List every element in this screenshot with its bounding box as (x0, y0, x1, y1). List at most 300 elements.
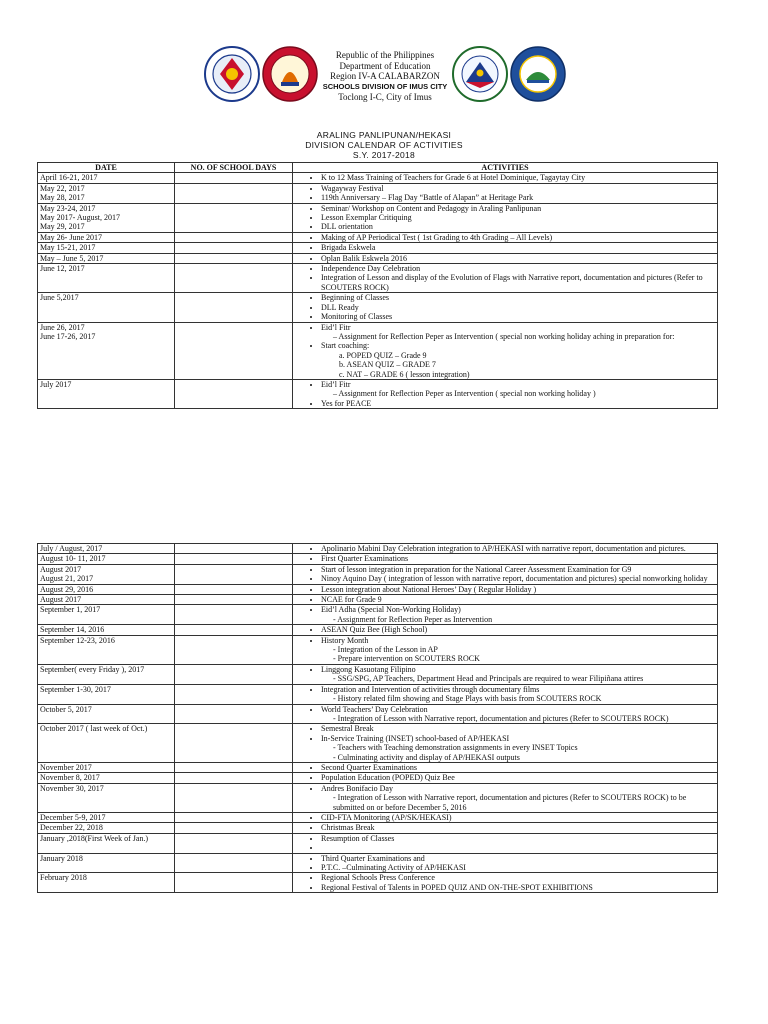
date-text: August 10- 11, 2017 (40, 554, 106, 564)
activity-item (321, 204, 715, 213)
activity-text: ASEAN Quiz Bee (High School) (321, 625, 428, 635)
school-days-cell (175, 253, 293, 263)
activity-text: Third Quarter Examinations and (321, 853, 425, 863)
date-text: August 29, 2016 (40, 584, 94, 594)
table-row (38, 625, 718, 635)
table-row (38, 605, 718, 625)
school-days-cell (175, 564, 293, 584)
table-row (38, 762, 718, 772)
activity-text: Resumption of Classes (321, 833, 395, 843)
activities-cell (293, 833, 718, 853)
activity-text: History Month (321, 635, 369, 645)
school-days-cell (175, 783, 293, 812)
activity-subitem: - History related film showing and Stage Plays with basis from SCOUTERS ROCK (333, 694, 602, 704)
activities-cell (293, 724, 718, 763)
date-text: February 2018 (40, 873, 87, 883)
date-text: September 1-30, 2017 (40, 684, 111, 694)
date-text: October 2017 ( last week of Oct.) (40, 724, 148, 734)
activities-cell (293, 264, 718, 293)
table-row (38, 293, 718, 322)
activities-cell (293, 823, 718, 833)
activity-list (295, 854, 715, 873)
activity-list (295, 834, 715, 853)
activities-cell (293, 762, 718, 772)
table-row (38, 544, 718, 554)
school-days-cell (175, 724, 293, 763)
activities-cell (293, 322, 718, 379)
activity-list (295, 773, 715, 782)
activity-text: P.T.C. –Culminating Activity of AP/HEKASI (321, 863, 466, 872)
activity-text: World Teachers’ Day Celebration (321, 704, 428, 714)
table-row (38, 724, 718, 763)
activity-list (295, 823, 715, 832)
date-cell (38, 762, 175, 772)
activity-list (295, 705, 715, 724)
activity-list (295, 724, 715, 762)
date-text: May – June 5, 2017 (40, 253, 104, 263)
activity-item (321, 784, 715, 812)
date-cell (38, 564, 175, 584)
activity-text: Semestral Break (321, 724, 374, 734)
date-cell (38, 595, 175, 605)
date-cell (38, 664, 175, 684)
table-row (38, 823, 718, 833)
activity-subitem: c. NAT – GRADE 6 ( lesson integration) (339, 369, 470, 379)
activity-subitem: - Integration of the Lesson in AP (333, 645, 438, 655)
school-days-cell (175, 762, 293, 772)
activity-list (295, 665, 715, 684)
date-cell (38, 554, 175, 564)
activity-item (321, 312, 715, 321)
activity-text: Start of lesson integration in preparation for the National Career Assessment Examination for G9 (321, 564, 632, 574)
activity-item (321, 273, 715, 292)
letterhead (0, 46, 768, 106)
school-days-cell (175, 625, 293, 635)
date-text: November 30, 2017 (40, 783, 104, 793)
date-text: December 22, 2018 (40, 823, 103, 833)
org-block (300, 50, 470, 103)
date-text: June 5,2017 (40, 293, 79, 303)
date-text: September 12-23, 2016 (40, 635, 115, 645)
date-text: January ,2018(First Week of Jan.) (40, 833, 149, 843)
school-days-cell (175, 293, 293, 322)
date-cell (38, 823, 175, 833)
school-days-cell (175, 812, 293, 822)
date-text: September 14, 2016 (40, 625, 105, 635)
activity-subitem: – Assignment for Reflection Peper as Intervention ( special non working holiday ) (333, 389, 596, 399)
activity-item (321, 595, 715, 604)
school-days-cell (175, 664, 293, 684)
date-cell (38, 243, 175, 253)
activity-subitem: - Integration of Lesson with Narrative report, documentation and pictures (Refer to SCOUTERS ROCK) to be submitted on or before December 5, 2016 (333, 793, 687, 812)
school-days-cell (175, 704, 293, 724)
activity-list (295, 254, 715, 263)
date-text: August 2017 (40, 564, 82, 574)
date-text: November 2017 (40, 762, 92, 772)
activity-list (295, 685, 715, 704)
activity-text: Yes for PEACE (321, 398, 372, 408)
date-cell (38, 724, 175, 763)
school-days-cell (175, 379, 293, 408)
activity-item (321, 184, 715, 193)
date-text: June 17-26, 2017 (40, 331, 96, 341)
activities-cell (293, 625, 718, 635)
activity-text: Eid’l Fitr (321, 322, 351, 332)
school-days-cell (175, 833, 293, 853)
school-days-cell (175, 554, 293, 564)
date-text: April 16-21, 2017 (40, 173, 98, 183)
activity-item (321, 585, 715, 594)
activity-subitem: - Integration of Lesson with Narrative report, documentation and pictures (Refer to SCOUTERS ROCK) (333, 713, 669, 723)
date-cell (38, 203, 175, 232)
activity-item (321, 380, 715, 399)
table-row (38, 684, 718, 704)
activity-list (295, 173, 715, 182)
school-days-cell (175, 635, 293, 664)
table-row (38, 232, 718, 242)
activity-text: Monitoring of Classes (321, 312, 393, 322)
table-row (38, 704, 718, 724)
activity-text: Christmas Break (321, 823, 375, 833)
date-cell (38, 379, 175, 408)
activity-list (295, 264, 715, 292)
activity-list (295, 565, 715, 584)
date-cell (38, 584, 175, 594)
date-cell (38, 833, 175, 853)
activities-cell (293, 684, 718, 704)
org-line-1: Republic of the Philippines (335, 50, 435, 60)
calendar-table-part-1 (37, 162, 718, 409)
activities-cell (293, 873, 718, 893)
table-row (38, 183, 718, 203)
school-days-cell (175, 595, 293, 605)
activities-cell (293, 595, 718, 605)
city-seal (510, 46, 566, 102)
date-text: November 8, 2017 (40, 773, 100, 783)
activity-text: Apolinario Mabini Day Celebration integration to AP/HEKASI with narrative report, documentation and pictures. (321, 544, 686, 553)
activity-text: Wagayway Festival (321, 183, 384, 193)
activity-text: DLL orientation (321, 222, 373, 232)
date-text: December 5-9, 2017 (40, 812, 106, 822)
activity-item (321, 685, 715, 704)
activity-item (321, 873, 715, 882)
activities-cell (293, 773, 718, 783)
activities-cell (293, 704, 718, 724)
activity-text: Brigada Eskwela (321, 243, 376, 253)
activities-cell (293, 544, 718, 554)
activity-subitem: - Prepare intervention on SCOUTERS ROCK (333, 654, 480, 664)
activity-text: Population Education (POPED) Quiz Bee (321, 773, 455, 783)
calendar-table-part-2 (37, 543, 718, 893)
activity-list (295, 323, 715, 379)
activities-cell (293, 203, 718, 232)
date-cell (38, 253, 175, 263)
activity-item (321, 233, 715, 242)
table-row (38, 595, 718, 605)
activity-list (295, 243, 715, 252)
table-row (38, 873, 718, 893)
date-cell (38, 704, 175, 724)
table-row (38, 564, 718, 584)
activity-item (321, 625, 715, 634)
table-row (38, 584, 718, 594)
activity-text: Making of AP Periodical Test ( 1st Grading to 4th Grading – All Levels) (321, 232, 553, 242)
org-line-3: Region IV-A CALABARZON (330, 71, 440, 81)
school-days-cell (175, 243, 293, 253)
school-days-cell (175, 264, 293, 293)
school-days-cell (175, 173, 293, 183)
activities-cell (293, 232, 718, 242)
activity-item (321, 565, 715, 574)
title-line-3: S.Y. 2017-2018 (352, 150, 416, 160)
document-title (0, 130, 768, 160)
table-row (38, 773, 718, 783)
activity-text: Seminar/ Workshop on Content and Pedagogy in Araling Panlipunan (321, 203, 542, 213)
org-line-2: Department of Education (339, 60, 431, 71)
activities-cell (293, 853, 718, 873)
activity-item (321, 243, 715, 252)
activity-text: Eid’l Fitr (321, 379, 351, 389)
date-cell (38, 684, 175, 704)
activity-item (321, 574, 715, 583)
activity-list (295, 784, 715, 812)
table-row (38, 635, 718, 664)
activity-item (321, 264, 715, 273)
activities-cell (293, 243, 718, 253)
activity-list (295, 293, 715, 321)
table-row (38, 322, 718, 379)
activity-item (321, 863, 715, 872)
activity-item (321, 341, 715, 379)
activity-item (321, 605, 715, 624)
date-text: May 22, 2017 (40, 183, 85, 193)
activity-list (295, 625, 715, 634)
activities-cell (293, 173, 718, 183)
table-row (38, 243, 718, 253)
activities-cell (293, 183, 718, 203)
activity-subitem: b. ASEAN QUIZ – GRADE 7 (339, 360, 436, 370)
activity-text: Linggong Kasuotang Filipino (321, 664, 416, 674)
date-text: May 23-24, 2017 (40, 203, 96, 213)
activity-text: Oplan Balik Eskwela 2016 (321, 253, 407, 263)
date-text: May 15-21, 2017 (40, 243, 96, 253)
activity-text: NCAE for Grade 9 (321, 595, 382, 605)
activities-cell (293, 293, 718, 322)
activity-subitem: a. POPED QUIZ – Grade 9 (339, 350, 427, 360)
org-line-5: Toclong I-C, City of Imus (338, 92, 432, 102)
activity-item (321, 399, 715, 408)
activity-list (295, 605, 715, 624)
school-days-cell (175, 322, 293, 379)
activity-text: K to 12 Mass Training of Teachers for Grade 6 at Hotel Dominique, Tagaytay City (321, 173, 586, 183)
activity-text: First Quarter Examinations (321, 554, 409, 564)
col-header-days: NO. OF SCHOOL DAYS (175, 163, 293, 173)
title-line-2: DIVISION CALENDAR OF ACTIVITIES (305, 140, 463, 150)
activity-list (295, 204, 715, 232)
activity-text: Eid’l Adha (Special Non-Working Holiday) (321, 605, 461, 615)
activity-text: Beginning of Classes (321, 293, 389, 303)
date-cell (38, 232, 175, 242)
activity-subitem: – Assignment for Reflection Peper as Intervention ( special non working holiday aching in preparation for: (333, 331, 675, 341)
activity-text: Andres Bonifacio Day (321, 783, 393, 793)
activity-text: Regional Festival of Talents in POPED QUIZ AND ON-THE-SPOT EXHIBITIONS (321, 882, 593, 892)
date-text: January 2018 (40, 853, 83, 863)
activities-cell (293, 635, 718, 664)
table-row (38, 173, 718, 183)
activities-cell (293, 253, 718, 263)
date-text: October 5, 2017 (40, 704, 92, 714)
activity-subitem: - Culminating activity and display of AP/HEKASI outputs (333, 752, 520, 762)
date-text: May 29, 2017 (40, 222, 85, 232)
date-cell (38, 625, 175, 635)
table-row (38, 203, 718, 232)
activity-list (295, 873, 715, 892)
date-text: August 21, 2017 (40, 574, 94, 584)
school-days-cell (175, 684, 293, 704)
activity-item (321, 854, 715, 863)
school-days-cell (175, 232, 293, 242)
activity-text: Start coaching: (321, 341, 370, 351)
activities-cell (293, 379, 718, 408)
date-text: August 2017 (40, 595, 82, 605)
activity-list (295, 380, 715, 408)
activities-cell (293, 584, 718, 594)
activity-item (321, 763, 715, 772)
activity-item (321, 734, 715, 762)
activity-item (321, 773, 715, 782)
activities-cell (293, 664, 718, 684)
activity-text: Integration and Intervention of activities through documentary films (321, 684, 540, 694)
date-text: May 2017- August, 2017 (40, 213, 120, 223)
activity-item (321, 705, 715, 724)
activity-text: Lesson Exemplar Critiquing (321, 213, 412, 223)
school-days-cell (175, 823, 293, 833)
date-cell (38, 544, 175, 554)
activity-item (321, 303, 715, 312)
activity-item (321, 665, 715, 684)
activity-list (295, 585, 715, 594)
table-header-row (38, 163, 718, 173)
title-line-1: ARALING PANLIPUNAN/HEKASI (316, 130, 452, 140)
activity-text: In-Service Training (INSET) school-based of AP/HEKASI (321, 733, 510, 743)
activities-cell (293, 564, 718, 584)
date-text: June 12, 2017 (40, 264, 85, 274)
deped-seal (204, 46, 260, 102)
activity-list (295, 636, 715, 664)
activities-cell (293, 812, 718, 822)
date-text: June 26, 2017 (40, 322, 85, 332)
date-text: May 26- June 2017 (40, 232, 102, 242)
table-row (38, 812, 718, 822)
activity-item (321, 293, 715, 302)
date-cell (38, 783, 175, 812)
date-text: July / August, 2017 (40, 544, 103, 553)
school-days-cell (175, 183, 293, 203)
activities-cell (293, 605, 718, 625)
activity-list (295, 233, 715, 242)
activity-list (295, 544, 715, 553)
activity-item (321, 813, 715, 822)
activity-text: Integration of Lesson and display of the Evolution of Flags with Narrative report, documentation and pictures (Refer to SCOUTERS ROCK) (321, 273, 703, 292)
school-days-cell (175, 203, 293, 232)
activity-text: DLL Ready (321, 302, 359, 312)
activity-text: Lesson integration about National Heroes’ Day ( Regular Holiday ) (321, 584, 537, 594)
activity-list (295, 184, 715, 203)
table-row (38, 664, 718, 684)
activity-text: Second Quarter Examinations (321, 762, 417, 772)
date-cell (38, 264, 175, 293)
date-cell (38, 773, 175, 783)
activity-item (321, 843, 715, 852)
date-cell (38, 173, 175, 183)
date-cell (38, 812, 175, 822)
activity-item (321, 213, 715, 222)
activity-subitem: - Teachers with Teaching demonstration assignments in every INSET Topics (333, 743, 578, 753)
activity-item (321, 834, 715, 843)
date-text: September( every Friday ), 2017 (40, 664, 145, 674)
activity-text: Ninoy Aquino Day ( integration of lesson with narrative report, documentation and pictures) special nonworking holiday (321, 574, 708, 584)
date-cell (38, 293, 175, 322)
date-cell (38, 853, 175, 873)
date-cell (38, 183, 175, 203)
table-row (38, 833, 718, 853)
school-days-cell (175, 873, 293, 893)
date-text: September 1, 2017 (40, 605, 101, 615)
date-text: July 2017 (40, 379, 72, 389)
activity-text: CID-FTA Monitoring (AP/SK/HEKASI) (321, 812, 452, 822)
table-row (38, 554, 718, 564)
activity-text: Independence Day Celebration (321, 264, 421, 274)
sdo-seal (452, 46, 508, 102)
activity-text: 119th Anniversary – Flag Day “Battle of Alapan” at Heritage Park (321, 193, 534, 203)
activity-item (321, 173, 715, 182)
activity-item (321, 724, 715, 733)
activity-item (321, 323, 715, 342)
table-row (38, 783, 718, 812)
col-header-activities: ACTIVITIES (293, 163, 718, 173)
activity-list (295, 554, 715, 563)
activity-item (321, 254, 715, 263)
table-row (38, 379, 718, 408)
activity-item (321, 554, 715, 563)
activities-cell (293, 554, 718, 564)
activity-item (321, 636, 715, 664)
activity-list (295, 595, 715, 604)
activity-subitem: - Assignment for Reflection Peper as Intervention (333, 614, 493, 624)
school-days-cell (175, 544, 293, 554)
date-cell (38, 635, 175, 664)
activity-item (321, 222, 715, 231)
school-days-cell (175, 584, 293, 594)
activity-text: Regional Schools Press Conference (321, 873, 435, 883)
school-days-cell (175, 853, 293, 873)
table-row (38, 253, 718, 263)
date-text: May 28, 2017 (40, 193, 85, 203)
activity-item (321, 823, 715, 832)
activity-subitem: - SSG/SPG, AP Teachers, Department Head and Principals are required to wear Filipiñana attires (333, 674, 644, 684)
date-cell (38, 605, 175, 625)
school-days-cell (175, 773, 293, 783)
date-cell (38, 322, 175, 379)
activity-item (321, 544, 715, 553)
table-row (38, 264, 718, 293)
activity-list (295, 763, 715, 772)
col-header-date: DATE (38, 163, 175, 173)
activity-item (321, 883, 715, 892)
activities-cell (293, 783, 718, 812)
org-line-4: SCHOOLS DIVISION OF IMUS CITY (322, 81, 448, 91)
table-row (38, 853, 718, 873)
